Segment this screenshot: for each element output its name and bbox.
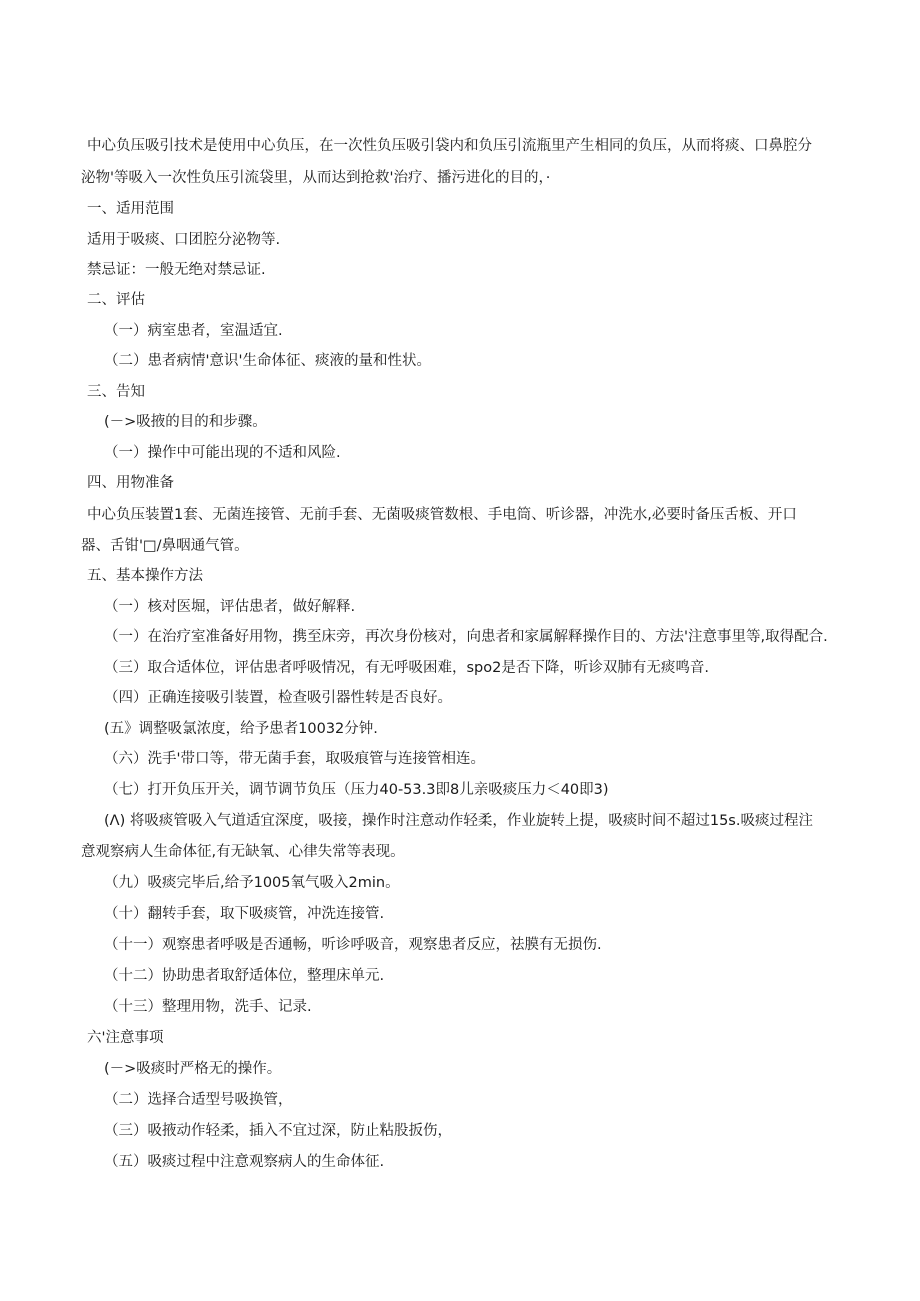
procedure-step-1: （一）核对医堀，评估患者，做好解释. [104, 599, 356, 615]
intro-line-1: 中心负压吸引技术是使用中心负压，在一次性负压吸引袋内和负压引流瓶里产生相同的负压，从而将痰、口鼻腔分 [87, 138, 812, 154]
procedure-step-5: (五》调整吸氯浓度，给予患者10032分钟. [104, 721, 378, 737]
supplies-line-2: 器、舌钳'□/鼻咽通气管。 [81, 538, 249, 554]
supplies-line-1: 中心负压装置1套、无菌连接管、无前手套、无菌吸痰管数根、手电筒、听诊器，冲洗水,必要时备压舌板、开口 [87, 507, 797, 523]
procedure-step-12: （十二）协助患者取舒适体位，整理床单元. [104, 968, 385, 984]
section-1-title: 一、适用范围 [87, 201, 174, 217]
section-4-title: 四、用物准备 [87, 475, 174, 491]
procedure-step-6: （六）洗手'带口等，带无菌手套，取吸痕管与连接管相连。 [104, 751, 485, 767]
section-3-title: 三、告知 [87, 384, 145, 400]
section-2-title: 二、评估 [87, 292, 145, 308]
procedure-step-10: （十）翻转手套，取下吸痰管，冲洗连接管. [104, 906, 385, 922]
assessment-item-2: （二）患者病情'意识'生命体征、痰液的量和性状。 [104, 353, 431, 369]
procedure-step-9: （九）吸痰完毕后,给予1005氧气吸入2min。 [104, 875, 400, 891]
procedure-step-11: （十一）观察患者呼吸是否通畅，听诊呼吸音，观察患者反应，祛膜有无损伤. [104, 937, 602, 953]
indication-line: 适用于吸痰、口团腔分泌物等. [87, 232, 281, 248]
intro-line-2: 泌物'等吸入一次性负压引流袋里，从而达到抢救'治疗、播污进化的目的，· [81, 170, 551, 186]
procedure-step-13: （十三）整理用物，洗手、记录. [104, 999, 312, 1015]
procedure-step-8-cont: 意观察病人生命体征,有无缺氧、心律失常等表现。 [81, 844, 405, 860]
note-item-3: （三）吸掖动作轻柔，插入不宜过深，防止粘股扳伤， [104, 1123, 452, 1139]
procedure-step-8: (Λ) 将吸痰管吸入气道适宜深度，吸接，操作时注意动作轻柔，作业旋转上提，吸痰时间不超过15s.吸痰过程注 [104, 813, 813, 829]
inform-item-2: （一）操作中可能出现的不适和风险. [104, 445, 341, 461]
section-6-title: 六'注意事项 [87, 1030, 164, 1046]
note-item-2: （二）选择合适型号吸换管， [104, 1092, 293, 1108]
contraindication-line: 禁忌证：一般无绝对禁忌证. [87, 262, 266, 278]
procedure-step-2: （一）在治疗室准备好用物，携至床旁，再次身份核对，向患者和家属解释操作目的、方法'注意事里等,取得配合. [104, 629, 828, 645]
procedure-step-7: （七）打开负压开关，调节调节负压（压力40-53.3即8儿亲吸痰压力＜40即3) [104, 782, 609, 798]
note-item-4: （五）吸痰过程中注意观察病人的生命体征. [104, 1154, 385, 1170]
note-item-1: (－>吸痰时严格无的操作。 [104, 1061, 282, 1077]
inform-item-1: (－>吸掖的目的和步骤。 [104, 414, 267, 430]
procedure-step-3: （三）取合适体位，评估患者呼吸情况，有无呼吸困难，spo2是否下降，听诊双肺有无痰鸣音. [104, 660, 709, 676]
procedure-step-4: （四）正确连接吸引装置，检查吸引器性转是否良好。 [104, 690, 452, 706]
assessment-item-1: （一）病室患者，室温适宜. [104, 323, 283, 339]
section-5-title: 五、基本操作方法 [87, 568, 203, 584]
